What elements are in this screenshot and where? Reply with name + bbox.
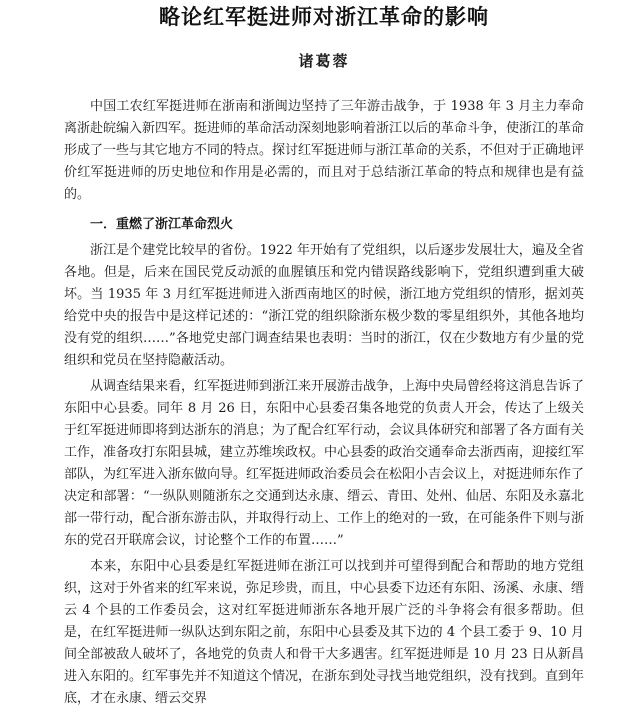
body-paragraph-2: 从调查结果来看，红军挺进师到浙江来开展游击战争，上海中央局曾经将这消息告诉了东阳中心县委。同年 8 月 26 日，东阳中心县委召集各地党的负责人开会，传达了上级关于红军挺进师即将到达浙东的消息；为了配合红军行动，会议具体研究和部署了各方面有关工作，准备攻打东阳县城，建立苏维埃政权。中心县委的政治交通奉命去浙西南，迎接红军部队，为红军进入浙东做向导。红军挺进师政治委员会在松阳小吉会议上，对挺进师东作了决定和部署：“一纵队则随浙东之交通到达永康、缙云、青田、处州、仙居、东阳及永嘉北部一带行动，配合浙东游击队，并取得行动上、工作上的绝对的一致，在可能条件下则与浙东的党召开联席会议，讨论整个工作的布置……” [64,379,585,548]
article-page [64,0,584,710]
article-abstract: 中国工农红军挺进师在浙南和浙闽边坚持了三年游击战争，于 1938 年 3 月主力奉命离浙赴皖编入新四军。挺进师的革命活动深刻地影响着浙江以后的革命斗争，使浙江的革命形成了一些与其它地方不同的特点。探讨红军挺进师与浙江革命的关系，不但对于正确地评价红军挺进师的历史地位和作用是必需的，而且对于总结浙江革命的特点和规律也是有益的。 [64,99,585,202]
body-paragraph-3: 本来，东阳中心县委是红军挺进师在浙江可以找到并可望得到配合和帮助的地方党组织，这对于外省来的红军来说，弥足珍贵，而且，中心县委下边还有东阳、汤溪、永康、缙云 4 个县的工作委员会，这对红军挺进师浙东各地开展广泛的斗争将会有很多帮助。但是，在红军挺进师一纵队达到东阳之前，东阳中心县委及其下边的 4 个县工委于 9、10 月间全部被敌人破坏了，各地党的负责人和骨干大多遇害。红军挺进师是 10 月 23 日从新昌进入东阳的。红军事先并不知道这个情况，在浙东到处寻找当地党组织，没有找到。直到年底，才在永康、缙云交界 [64,559,585,706]
section-heading: 一．重燃了浙江革命烈火 [90,217,234,232]
article-author: 诸葛蓉 [298,52,350,70]
article-title: 略论红军挺进师对浙江革命的影响 [159,4,489,29]
body-paragraph-1: 浙江是个建党比较早的省份。1922 年开始有了党组织，以后逐步发展壮大，遍及全省各地。但是，后来在国民党反动派的血腥镇压和党内错误路线影响下，党组织遭到重大破坏。当 1935 年 3 月红军挺进师进入浙西南地区的时候，浙江地方党组织的情形，据刘英给党中央的报告中是这样记述的：“浙江党的组织除浙东极少数的零星组织外，其他各地均没有党的组织……”各地党史部门调查结果也表明：当时的浙江，仅在少数地方有少量的党组织和党员在坚持隐蔽活动。 [64,243,584,368]
